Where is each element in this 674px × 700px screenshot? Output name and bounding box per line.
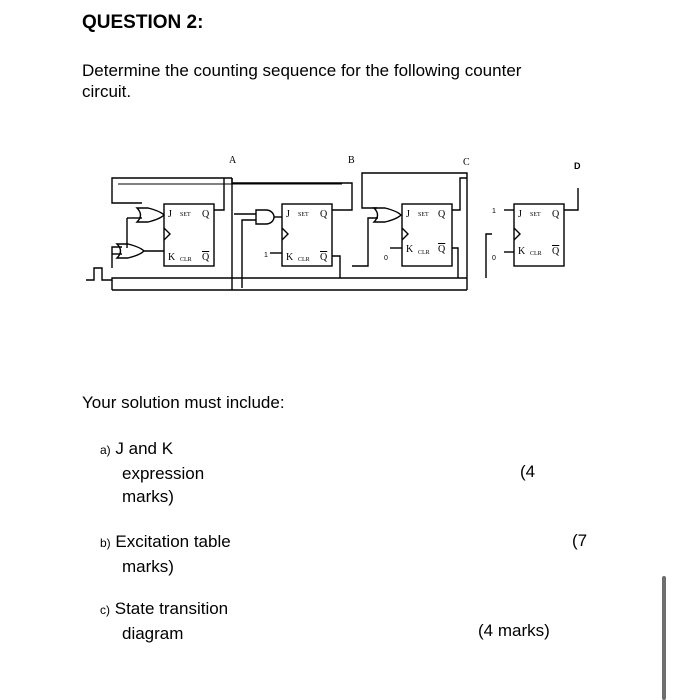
ff2-set-label: SET [298,212,309,218]
ff1-j-label: J [168,209,172,220]
ff2-j-label: J [286,209,290,220]
output-a-label: A [229,155,237,166]
wire-d-output [564,188,578,210]
item-c-letter: c) [100,603,110,617]
ff1-qbar-label: Q [202,252,210,263]
ff3-k-label: K [406,244,414,255]
and-gate-1 [256,210,274,224]
item-c-line2: diagram [122,624,184,643]
ff4-clr-label: CLR [530,251,542,257]
question-heading: QUESTION 2: [82,12,204,33]
intro-line-1: Determine the counting sequence for the following counter [82,61,522,80]
output-c-label: C [463,157,470,168]
item-c-marks: (4 marks) [478,621,550,640]
counter-circuit-diagram [82,148,602,348]
ff3-set-label: SET [418,212,429,218]
ff2-qbar-label: Q [320,252,328,263]
or-gate-2 [117,244,144,258]
ff3-k-input: 0 [384,255,388,262]
ff1-k-label: K [168,252,176,263]
ff2-k-label: K [286,252,294,263]
ff4-set-label: SET [530,212,541,218]
item-b-line2: marks) [122,557,174,576]
requirement-item-c [100,597,228,645]
scrollbar-thumb[interactable] [662,576,666,700]
or-gate-3 [374,208,401,222]
wire-a-feedback [112,178,232,203]
wire-c-feedback [362,173,467,208]
ff4-qbar-label: Q [552,246,560,257]
ff3-clr-label: CLR [418,250,430,256]
ff3-q-label: Q [438,209,446,220]
item-a-line1: J and K [115,439,174,458]
requirements-heading: Your solution must include: [82,393,285,412]
ff4-k-label: K [518,246,526,257]
wire-b-rail [232,178,352,193]
ff2-k-input: 1 [264,252,268,259]
item-b-line1: Excitation table [115,532,231,551]
item-a-marks: (4 [520,462,536,481]
item-c-line1: State transition [114,599,229,618]
output-b-label: B [348,155,355,166]
ff3-j-label: J [406,209,410,220]
ff1-q-label: Q [202,209,210,220]
ff1-set-label: SET [180,212,191,218]
wire-clock [86,268,467,280]
ff1-clr-label: CLR [180,257,192,263]
item-a-line2: expression [122,464,205,483]
ff2-q-label: Q [320,209,328,220]
ff4-q-label: Q [552,209,560,220]
item-b-letter: b) [100,536,111,550]
item-a-line3: marks) [122,487,174,506]
ff4-k-input: 0 [492,255,496,262]
requirement-item-b [100,530,231,578]
ff4-j-label: J [518,209,522,220]
or-gate-1 [137,208,164,222]
output-d-label: D [574,161,581,171]
ff4-j-input: 1 [492,208,496,215]
ff2-clr-label: CLR [298,257,310,263]
intro-line-2: circuit. [82,82,132,101]
item-b-marks: (7 [572,531,588,550]
ff3-qbar-label: Q [438,244,446,255]
item-a-letter: a) [100,443,111,457]
question-intro [82,60,622,102]
requirement-item-a [100,437,204,508]
